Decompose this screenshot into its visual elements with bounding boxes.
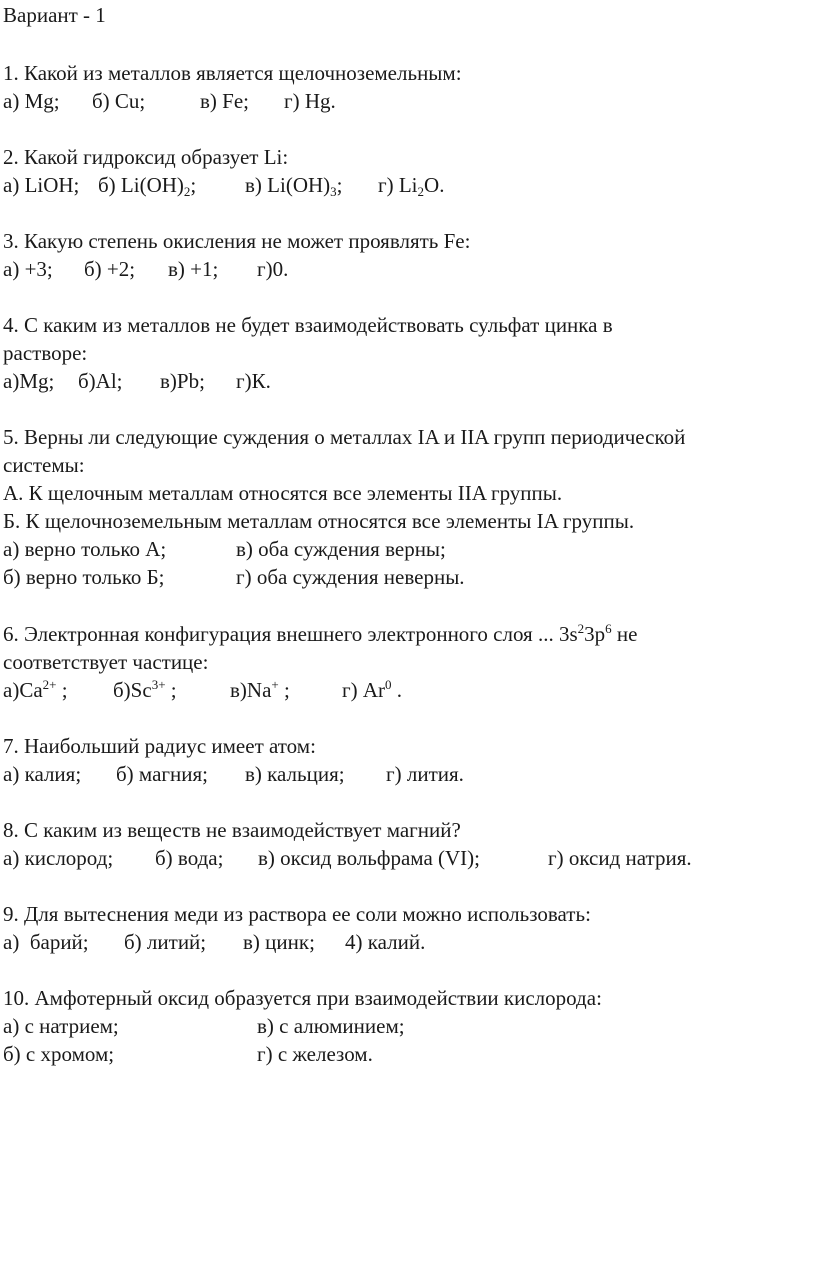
q8-option-d: г) оксид натрия. [548,846,692,870]
q5-statement-b: Б. К щелочноземельным металлам относятся все элементы IA группы. [3,509,635,533]
q1-option-c: в) Fe; [200,89,249,113]
q3-option-c: в) +1; [168,257,219,281]
q8-option-a: а) кислород; [3,846,114,870]
q5-option-c: в) оба суждения верны; [236,537,446,561]
q5-option-b: б) верно только Б; [3,565,165,589]
q4-option-a: а)Mg; [3,369,55,393]
q3-option-b: б) +2; [84,257,136,281]
question-8-text: 8. С каким из веществ не взаимодействует магний? [3,818,461,842]
q1-option-a: а) Mg; [3,89,60,113]
q9-option-c: в) цинк; [243,930,315,954]
q4-option-b: б)Al; [78,369,123,393]
question-10-text: 10. Амфотерный оксид образуется при взаимодействии кислорода: [3,986,602,1010]
q7-option-c: в) кальция; [245,762,345,786]
q6-option-b: $б)Sc^{3+}$ ; [113,677,177,702]
q9-option-d: 4) калий. [345,930,426,954]
question-5-text-line2: системы: [3,453,85,477]
question-9-text: 9. Для вытеснения меди из раствора ее соли можно использовать: [3,902,591,926]
q3-option-d: г)0. [257,257,289,281]
question-5-text-line1: 5. Верны ли следующие суждения о металлах IA и IIA групп периодической [3,425,686,449]
question-2-text: 2. Какой гидроксид образует Li: [3,145,289,169]
q10-option-d: г) с железом. [257,1042,373,1066]
question-6-text-line2: соответствует частице: [3,650,209,674]
question-1-text: 1. Какой из металлов является щелочноземельным: [3,61,462,85]
question-4-text-line2: растворе: [3,341,88,365]
q3-option-a: а) +3; [3,257,53,281]
q6-option-a: $а)Ca^{2+}$ ; [3,677,68,702]
q8-option-b: б) вода; [155,846,224,870]
q5-statement-a: А. К щелочным металлам относятся все элементы IIA группы. [3,481,563,505]
question-6-text-line1: 6. Электронная конфигурация внешнего электронного слоя ... $3s^23p^6$ не [3,621,638,646]
variant-title: Вариант - 1 [3,3,106,27]
q2-option-c: в) $Li(OH)_3$; [245,173,343,199]
q2-option-b: б) $Li(OH)_2$; [98,173,197,199]
q1-option-b: б) Cu; [92,89,146,113]
q10-option-a: а) с натрием; [3,1014,119,1038]
q5-option-d: г) оба суждения неверны. [236,565,465,589]
q4-option-c: в)Pb; [160,369,205,393]
q9-option-a: а) барий; [3,930,89,954]
q6-option-c: в)Na+ ; [230,677,290,702]
q10-option-c: в) с алюминием; [257,1014,405,1038]
q9-option-b: б) литий; [124,930,207,954]
question-4-text-line1: 4. С каким из металлов не будет взаимодействовать сульфат цинка в [3,313,613,337]
q2-option-d: г) $Li_2O$. [378,173,445,199]
q8-option-c: в) оксид вольфрама (VI); [258,846,481,870]
q2-option-a: а) LiOH; [3,173,80,197]
q6-option-d: г) Ar$^0$ . [342,677,403,702]
q7-option-a: а) калия; [3,762,82,786]
q1-option-d: г) Hg. [284,89,336,113]
q7-option-b: б) магния; [116,762,208,786]
q10-option-b: б) с хромом; [3,1042,115,1066]
q4-option-d: г)К. [236,369,271,393]
q7-option-d: г) лития. [386,762,464,786]
q5-option-a: а) верно только А; [3,537,167,561]
question-3-text: 3. Какую степень окисления не может проявлять Fe: [3,229,471,253]
question-7-text: 7. Наибольший радиус имеет атом: [3,734,316,758]
